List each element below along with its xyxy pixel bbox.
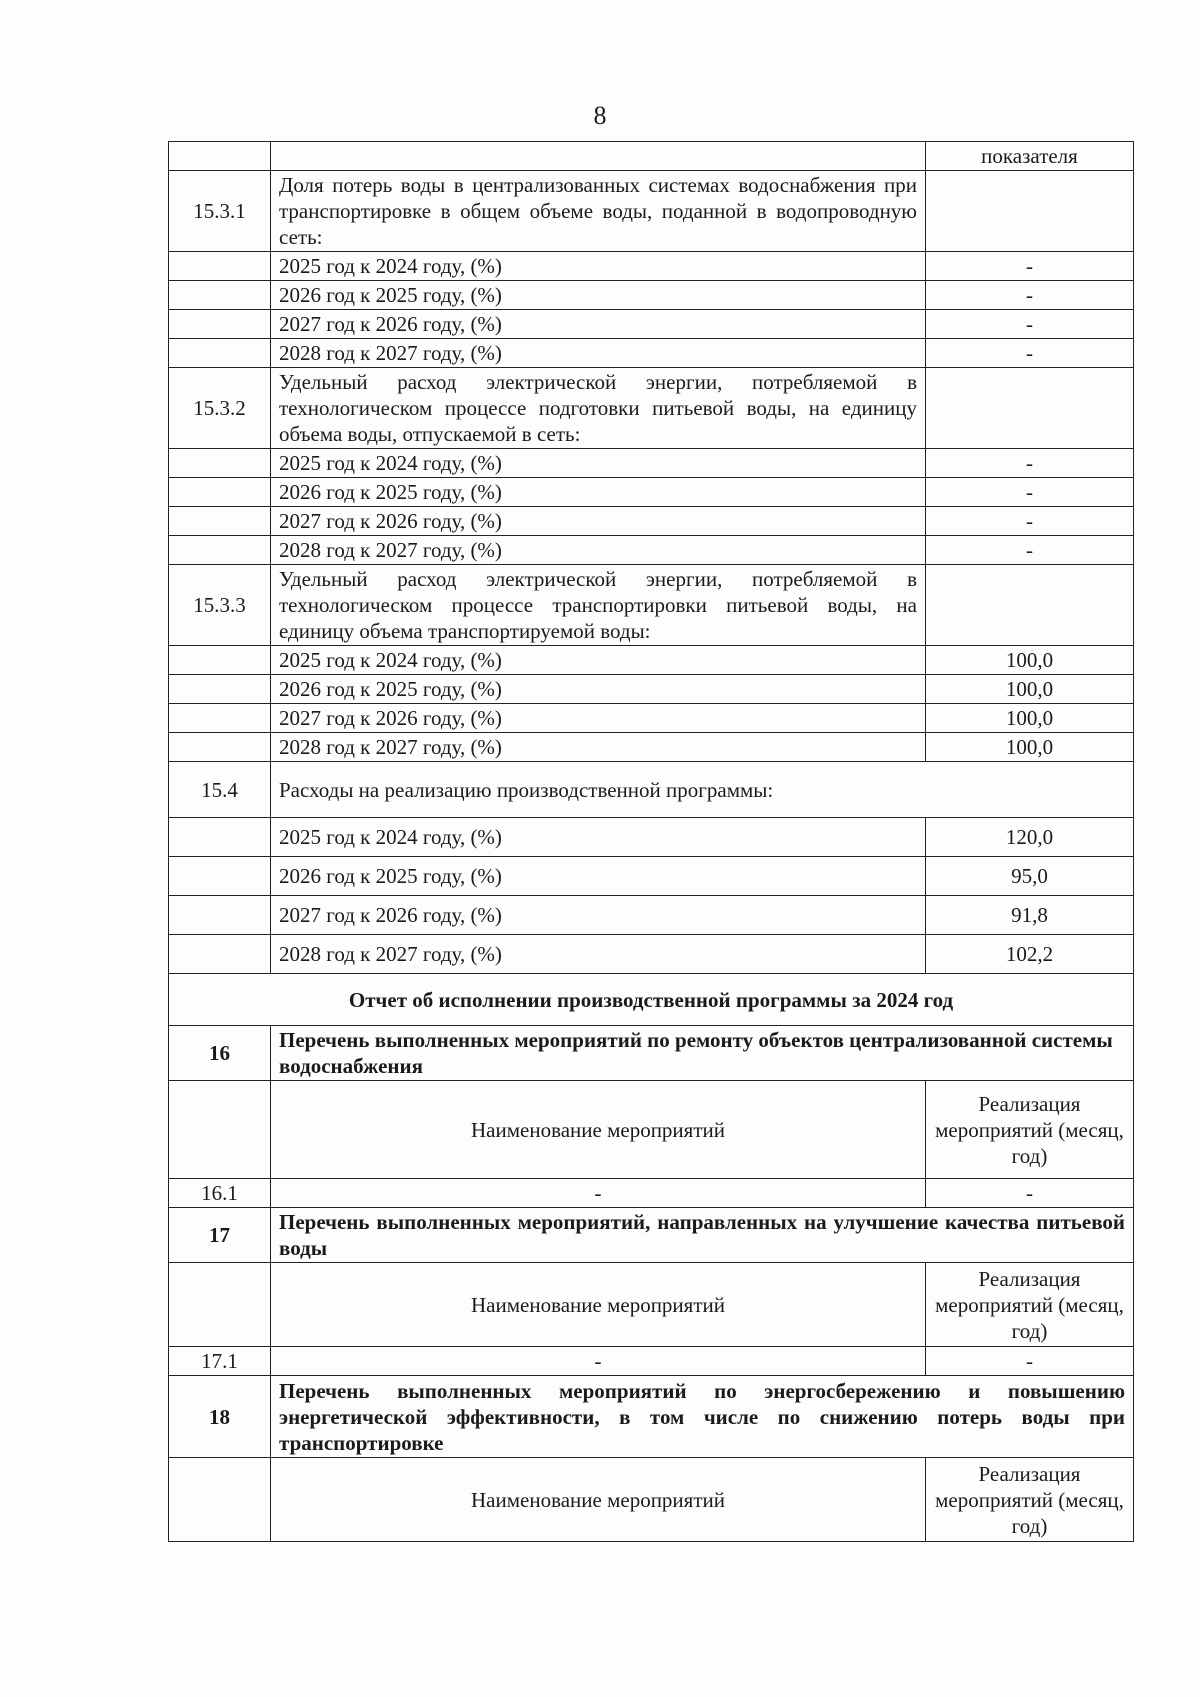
table-row (169, 536, 1134, 565)
row-description: Доля потерь воды в централизованных системах водоснабжения при транспортировке в общем объеме воды, поданной в водопроводную сеть: (271, 171, 926, 252)
row-number: 16.1 (169, 1179, 271, 1208)
year-value: - (926, 478, 1134, 507)
year-label: 2027 год к 2026 году, (%) (271, 896, 926, 935)
column-header-row (169, 1263, 1134, 1347)
table-row (169, 507, 1134, 536)
table-row (169, 310, 1134, 339)
section-title: Перечень выполненных мероприятий по энергосбережению и повышению энергетической эффективности, в том числе по снижению потерь воды при транспортировке (271, 1376, 1134, 1458)
year-value: - (926, 310, 1134, 339)
year-value: 95,0 (926, 857, 1134, 896)
section-number: 18 (169, 1376, 271, 1458)
row-number: 15.3.3 (169, 565, 271, 646)
year-label: 2026 год к 2025 году, (%) (271, 281, 926, 310)
year-label: 2026 год к 2025 году, (%) (271, 675, 926, 704)
year-value: - (926, 252, 1134, 281)
year-value: 100,0 (926, 646, 1134, 675)
page-number: 8 (593, 101, 607, 130)
table-row (169, 449, 1134, 478)
year-label: 2028 год к 2027 году, (%) (271, 733, 926, 762)
table-row (169, 896, 1134, 935)
section-number: 16 (169, 1026, 271, 1081)
table-row (169, 565, 1134, 646)
section-header-row (169, 1376, 1134, 1458)
report-title: Отчет об исполнении производственной программы за 2024 год (169, 974, 1134, 1026)
year-value: 102,2 (926, 935, 1134, 974)
table-row (169, 818, 1134, 857)
section-title: Перечень выполненных мероприятий по ремонту объектов централизованной системы водоснабжения (271, 1026, 1134, 1081)
table-row (169, 252, 1134, 281)
measure-name: - (271, 1179, 926, 1208)
year-label: 2027 год к 2026 году, (%) (271, 507, 926, 536)
table-row (169, 762, 1134, 818)
table-row (169, 478, 1134, 507)
year-value: - (926, 536, 1134, 565)
year-label: 2028 год к 2027 году, (%) (271, 339, 926, 368)
year-value: - (926, 449, 1134, 478)
section-header-row (169, 1026, 1134, 1081)
column-header-name: Наименование мероприятий (271, 1081, 926, 1179)
table-header-row (169, 142, 1134, 171)
section-header-row (169, 1208, 1134, 1263)
row-description: Удельный расход электрической энергии, потребляемой в технологическом процессе транспортировки питьевой воды, на единицу объема транспортируемой воды: (271, 565, 926, 646)
year-label: 2026 год к 2025 году, (%) (271, 478, 926, 507)
measure-implementation: - (926, 1179, 1134, 1208)
table-row (169, 704, 1134, 733)
year-value: - (926, 281, 1134, 310)
year-label: 2025 год к 2024 году, (%) (271, 449, 926, 478)
row-description: Удельный расход электрической энергии, потребляемой в технологическом процессе подготовки питьевой воды, на единицу объема воды, отпускаемой в сеть: (271, 368, 926, 449)
year-label: 2025 год к 2024 году, (%) (271, 646, 926, 675)
year-value: 100,0 (926, 704, 1134, 733)
table-row (169, 733, 1134, 762)
row-number: 17.1 (169, 1347, 271, 1376)
column-header-implementation: Реализация мероприятий (месяц, год) (926, 1081, 1134, 1179)
measure-name: - (271, 1347, 926, 1376)
table-row (169, 974, 1134, 1026)
year-value: - (926, 339, 1134, 368)
table-row (169, 281, 1134, 310)
indicators-table (168, 141, 1134, 1542)
column-header-name: Наименование мероприятий (271, 1263, 926, 1347)
section-number: 17 (169, 1208, 271, 1263)
year-label: 2027 год к 2026 году, (%) (271, 704, 926, 733)
column-header-row (169, 1458, 1134, 1542)
row-number: 15.4 (169, 762, 271, 818)
column-header-row (169, 1081, 1134, 1179)
table-row (169, 1347, 1134, 1376)
row-number: 15.3.1 (169, 171, 271, 252)
column-header-implementation: Реализация мероприятий (месяц, год) (926, 1263, 1134, 1347)
year-label: 2027 год к 2026 году, (%) (271, 310, 926, 339)
year-label: 2028 год к 2027 году, (%) (271, 935, 926, 974)
column-header-implementation: Реализация мероприятий (месяц, год) (926, 1458, 1134, 1542)
year-label: 2028 год к 2027 году, (%) (271, 536, 926, 565)
year-value: - (926, 507, 1134, 536)
year-value: 120,0 (926, 818, 1134, 857)
row-number: 15.3.2 (169, 368, 271, 449)
table-row (169, 646, 1134, 675)
year-label: 2025 год к 2024 году, (%) (271, 252, 926, 281)
table-row (169, 171, 1134, 252)
year-value: 100,0 (926, 675, 1134, 704)
section-title: Перечень выполненных мероприятий, направленных на улучшение качества питьевой воды (271, 1208, 1134, 1263)
table-row (169, 368, 1134, 449)
header-indicator-label: показателя (926, 142, 1134, 171)
year-value: 100,0 (926, 733, 1134, 762)
year-label: 2026 год к 2025 году, (%) (271, 857, 926, 896)
table-row (169, 1179, 1134, 1208)
table-row (169, 675, 1134, 704)
table-row (169, 857, 1134, 896)
row-description: Расходы на реализацию производственной программы: (271, 762, 1134, 818)
column-header-name: Наименование мероприятий (271, 1458, 926, 1542)
measure-implementation: - (926, 1347, 1134, 1376)
table-row (169, 935, 1134, 974)
table-row (169, 339, 1134, 368)
year-label: 2025 год к 2024 году, (%) (271, 818, 926, 857)
year-value: 91,8 (926, 896, 1134, 935)
